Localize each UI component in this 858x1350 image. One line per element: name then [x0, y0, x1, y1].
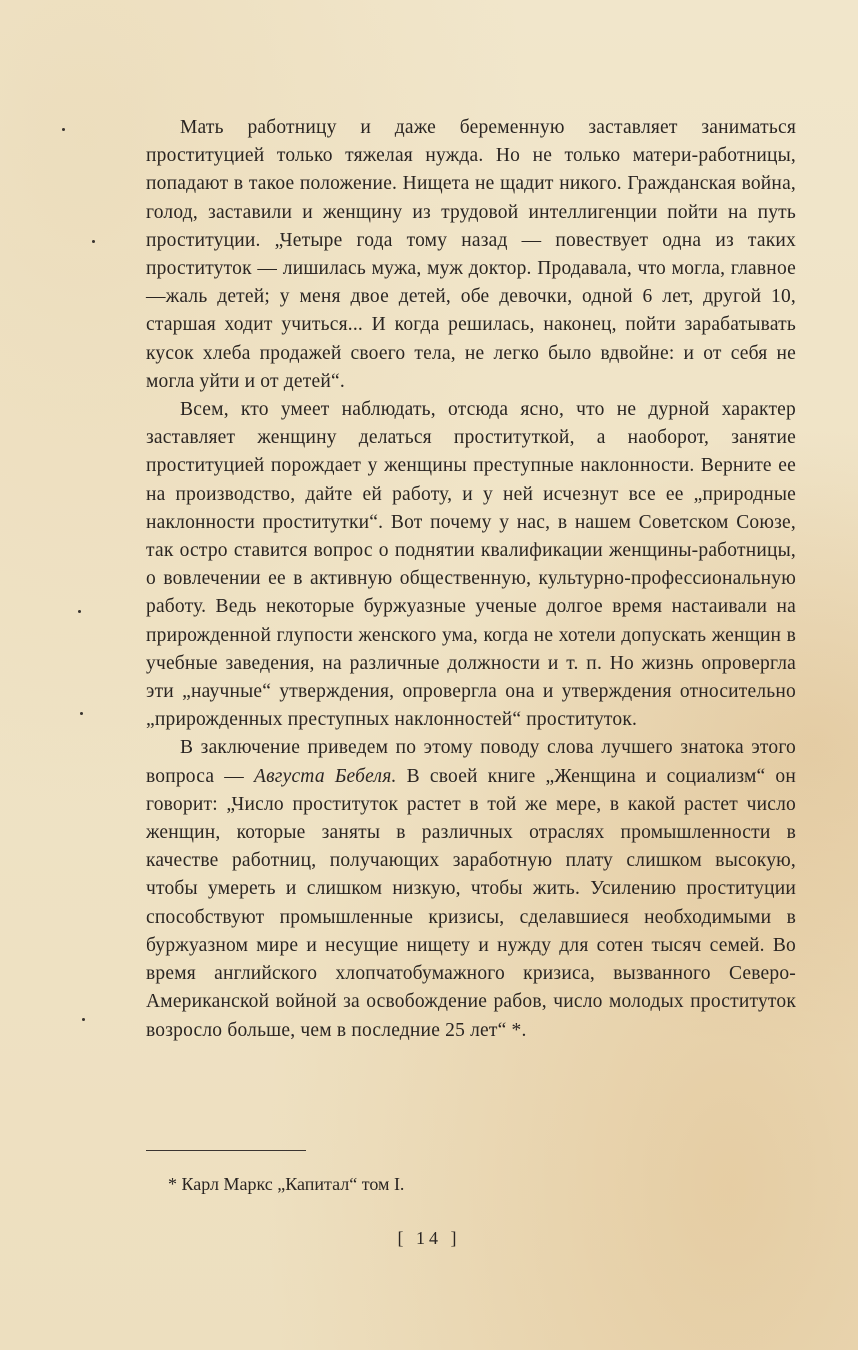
paper-speck — [78, 610, 81, 613]
paragraph-2: Всем, кто умеет наблюдать, отсюда ясно, что не дурной характер заставляет женщину делаться проституткой, а наоборот, занятие проституцией порождает у женщины преступные наклонности. Верните ее на производство, дайте ей работу, и у ней исчезнут все ее „природные наклонности проститутки“. Вот почему у нас, в нашем Советском Союзе, так остро ставится вопрос о поднятии квалификации женщины-работницы, о вовлечении ее в активную общественную, культурно-профессиональную работу. Ведь некоторые буржуазные ученые долгое время настаивали на прирожденной глупости женского ума, когда не хотели допускать женщин в учебные заведения, на различные должности и т. п. Но жизнь опровергла эти „научные“ утверждения, опровергла она и утверждения относительно „прирожденных преступных наклонностей“ проституток. — [146, 399, 796, 731]
paper-speck — [82, 1018, 85, 1021]
paragraph-3 — [146, 734, 796, 1044]
paper-speck — [62, 128, 65, 131]
footnote: * Карл Маркс „Капитал“ том I. — [168, 1174, 405, 1194]
paragraph-3-intro: В заключение приведем по этому поводу слова лучшего знатока этого вопроса — — [146, 737, 796, 787]
paper-speck — [80, 712, 83, 715]
body-text — [146, 114, 796, 1045]
paragraph-1: Мать работницу и даже беременную заставляет заниматься проституцией только тяжелая нужда. Но не только матери-работницы, попадают в такое положение. Нищета не щадит никого. Гражданская война, голод, заставили и женщину из трудовой интеллигенции пойти на путь проституции. „Четыре года тому назад — повествует одна из таких проституток — лишилась мужа, муж доктор. Продавала, что могла, главное—жаль детей; у меня двое детей, обе девочки, одной 6 лет, другой 10, старшая ходит учиться... И когда решилась, наконец, пойти зарабатывать кусок хлеба продажей своего тела, не легко было вдвойне: и от себя не могла уйти и от детей“. — [146, 117, 796, 392]
page-number: [ 14 ] — [397, 1228, 461, 1248]
paragraph-3-quote: В своей книге „Женщина и социализм“ он говорит: „Число проституток растет в той же мере, в какой растет число женщин, которые заняты в различных отраслях промышленности в качестве работниц, получающих заработную плату слишком высокую, чтобы умереть и слишком низкую, чтобы жить. Усилению проституции способствуют промышленные кризисы, сделавшиеся необходимыми в буржуазном мире и несущие нищету и нужду для сотен тысяч семей. Во время английского хлопчатобумажного кризиса, вызванного Северо-Американской войной за освобождение рабов, число молодых проституток возросло больше, чем в последние 25 лет“ *. — [146, 765, 797, 1041]
paper-speck — [92, 240, 95, 243]
footnote-divider — [146, 1150, 306, 1151]
author-name: Августа Бебеля. — [254, 765, 397, 787]
